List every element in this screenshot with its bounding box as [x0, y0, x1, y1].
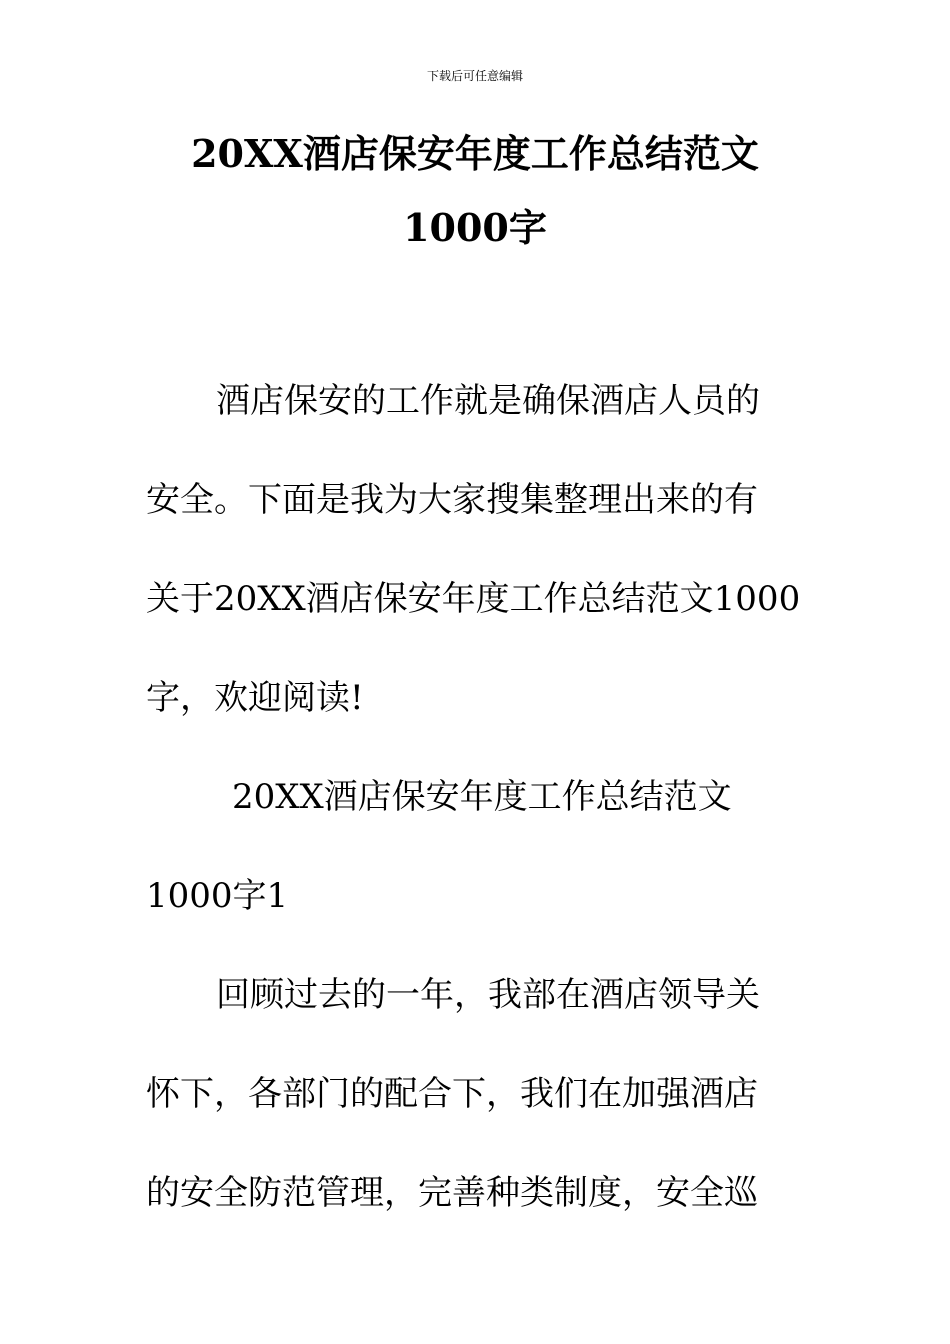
body-line-3: 关于20XX酒店保安年度工作总结范文1000	[146, 579, 801, 619]
body-line-1: 酒店保安的工作就是确保酒店人员的	[216, 381, 760, 421]
section-heading-line-2: 1000字1	[146, 876, 289, 916]
document-title-line-1: 20XX酒店保安年度工作总结范文	[191, 131, 759, 176]
section-heading-line-1: 20XX酒店保安年度工作总结范文	[232, 777, 732, 817]
body-line-2: 安全。下面是我为大家搜集整理出来的有	[146, 480, 758, 520]
body-line-5: 回顾过去的一年，我部在酒店领导关	[216, 975, 760, 1015]
body-line-6: 怀下，各部门的配合下，我们在加强酒店	[146, 1074, 758, 1114]
body-line-7: 的安全防范管理，完善种类制度，安全巡	[146, 1173, 758, 1213]
document-title-line-2: 1000字	[403, 205, 547, 250]
body-line-4: 字，欢迎阅读!	[146, 678, 364, 718]
header-note: 下载后可任意编辑	[426, 69, 523, 83]
